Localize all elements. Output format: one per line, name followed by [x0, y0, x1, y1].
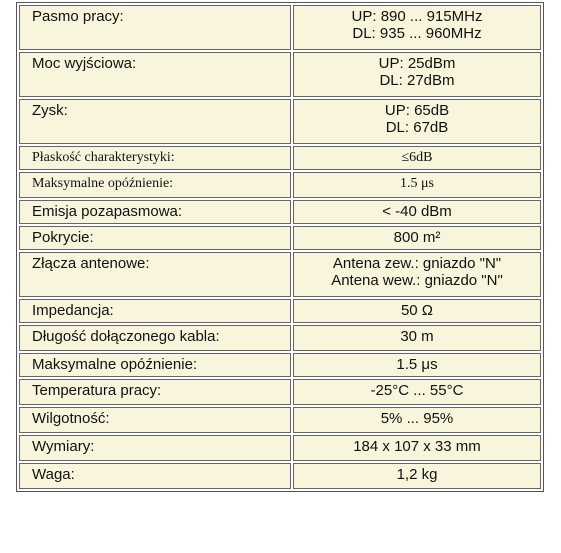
spec-label: Zysk:: [19, 99, 291, 144]
spec-value-line: 1.5 μs: [400, 176, 434, 191]
spec-value-line: UP: 65dB: [384, 102, 450, 119]
spec-table-container: [16, 2, 544, 492]
spec-label: Maksymalne opóźnienie:: [19, 172, 291, 198]
spec-label: Długość dołączonego kabla:: [19, 325, 291, 351]
spec-label: Waga:: [19, 463, 291, 489]
table-row: [19, 146, 541, 170]
spec-value-line: 1.5 μs: [396, 356, 438, 373]
table-row: [19, 353, 541, 377]
spec-value-line: 30 m: [400, 328, 434, 345]
spec-value-line: ≤6dB: [401, 150, 433, 165]
spec-value: [293, 52, 541, 97]
spec-label: Płaskość charakterystyki:: [19, 146, 291, 170]
spec-value-line: 1,2 kg: [396, 466, 438, 483]
spec-label: Moc wyjściowa:: [19, 52, 291, 97]
spec-value: [293, 325, 541, 351]
spec-value-line: 800 m²: [393, 229, 441, 246]
table-row: [19, 252, 541, 297]
table-row: [19, 463, 541, 489]
spec-label: Pasmo pracy:: [19, 5, 291, 50]
spec-value-line: Antena zew.: gniazdo "N": [332, 255, 502, 272]
table-row: [19, 325, 541, 351]
table-row: [19, 407, 541, 433]
spec-value: [293, 299, 541, 323]
spec-value-line: UP: 890 ... 915MHz: [351, 8, 483, 25]
spec-value: [293, 379, 541, 405]
spec-label: Emisja pozapasmowa:: [19, 200, 291, 224]
spec-value-line: UP: 25dBm: [378, 55, 456, 72]
table-row: [19, 299, 541, 323]
spec-label: Maksymalne opóźnienie:: [19, 353, 291, 377]
spec-label: Wilgotność:: [19, 407, 291, 433]
spec-value: [293, 5, 541, 50]
spec-value: [293, 172, 541, 198]
table-row: [19, 226, 541, 250]
spec-value-line: DL: 935 ... 960MHz: [352, 25, 482, 42]
spec-label: Złącza antenowe:: [19, 252, 291, 297]
spec-value-line: DL: 27dBm: [379, 72, 455, 89]
spec-table: [16, 2, 544, 492]
table-row: [19, 379, 541, 405]
spec-value: [293, 226, 541, 250]
spec-value: [293, 146, 541, 170]
spec-value: [293, 463, 541, 489]
spec-value: [293, 200, 541, 224]
spec-value-line: -25°C ... 55°C: [370, 382, 464, 399]
table-row: [19, 435, 541, 461]
spec-value-line: 184 x 107 x 33 mm: [353, 438, 481, 455]
spec-value: [293, 353, 541, 377]
spec-label: Impedancja:: [19, 299, 291, 323]
spec-value: [293, 99, 541, 144]
spec-value: [293, 407, 541, 433]
spec-label: Wymiary:: [19, 435, 291, 461]
spec-value-line: DL: 67dB: [385, 119, 449, 136]
table-row: [19, 5, 541, 50]
spec-label: Temperatura pracy:: [19, 379, 291, 405]
table-row: [19, 172, 541, 198]
spec-value-line: 50 Ω: [400, 302, 434, 319]
spec-label: Pokrycie:: [19, 226, 291, 250]
table-row: [19, 200, 541, 224]
spec-value-line: Antena wew.: gniazdo "N": [331, 272, 503, 289]
spec-table-body: [19, 5, 541, 489]
table-row: [19, 52, 541, 97]
spec-value-line: 5% ... 95%: [380, 410, 454, 427]
spec-value: [293, 435, 541, 461]
spec-value: [293, 252, 541, 297]
spec-value-line: < -40 dBm: [382, 203, 452, 220]
table-row: [19, 99, 541, 144]
